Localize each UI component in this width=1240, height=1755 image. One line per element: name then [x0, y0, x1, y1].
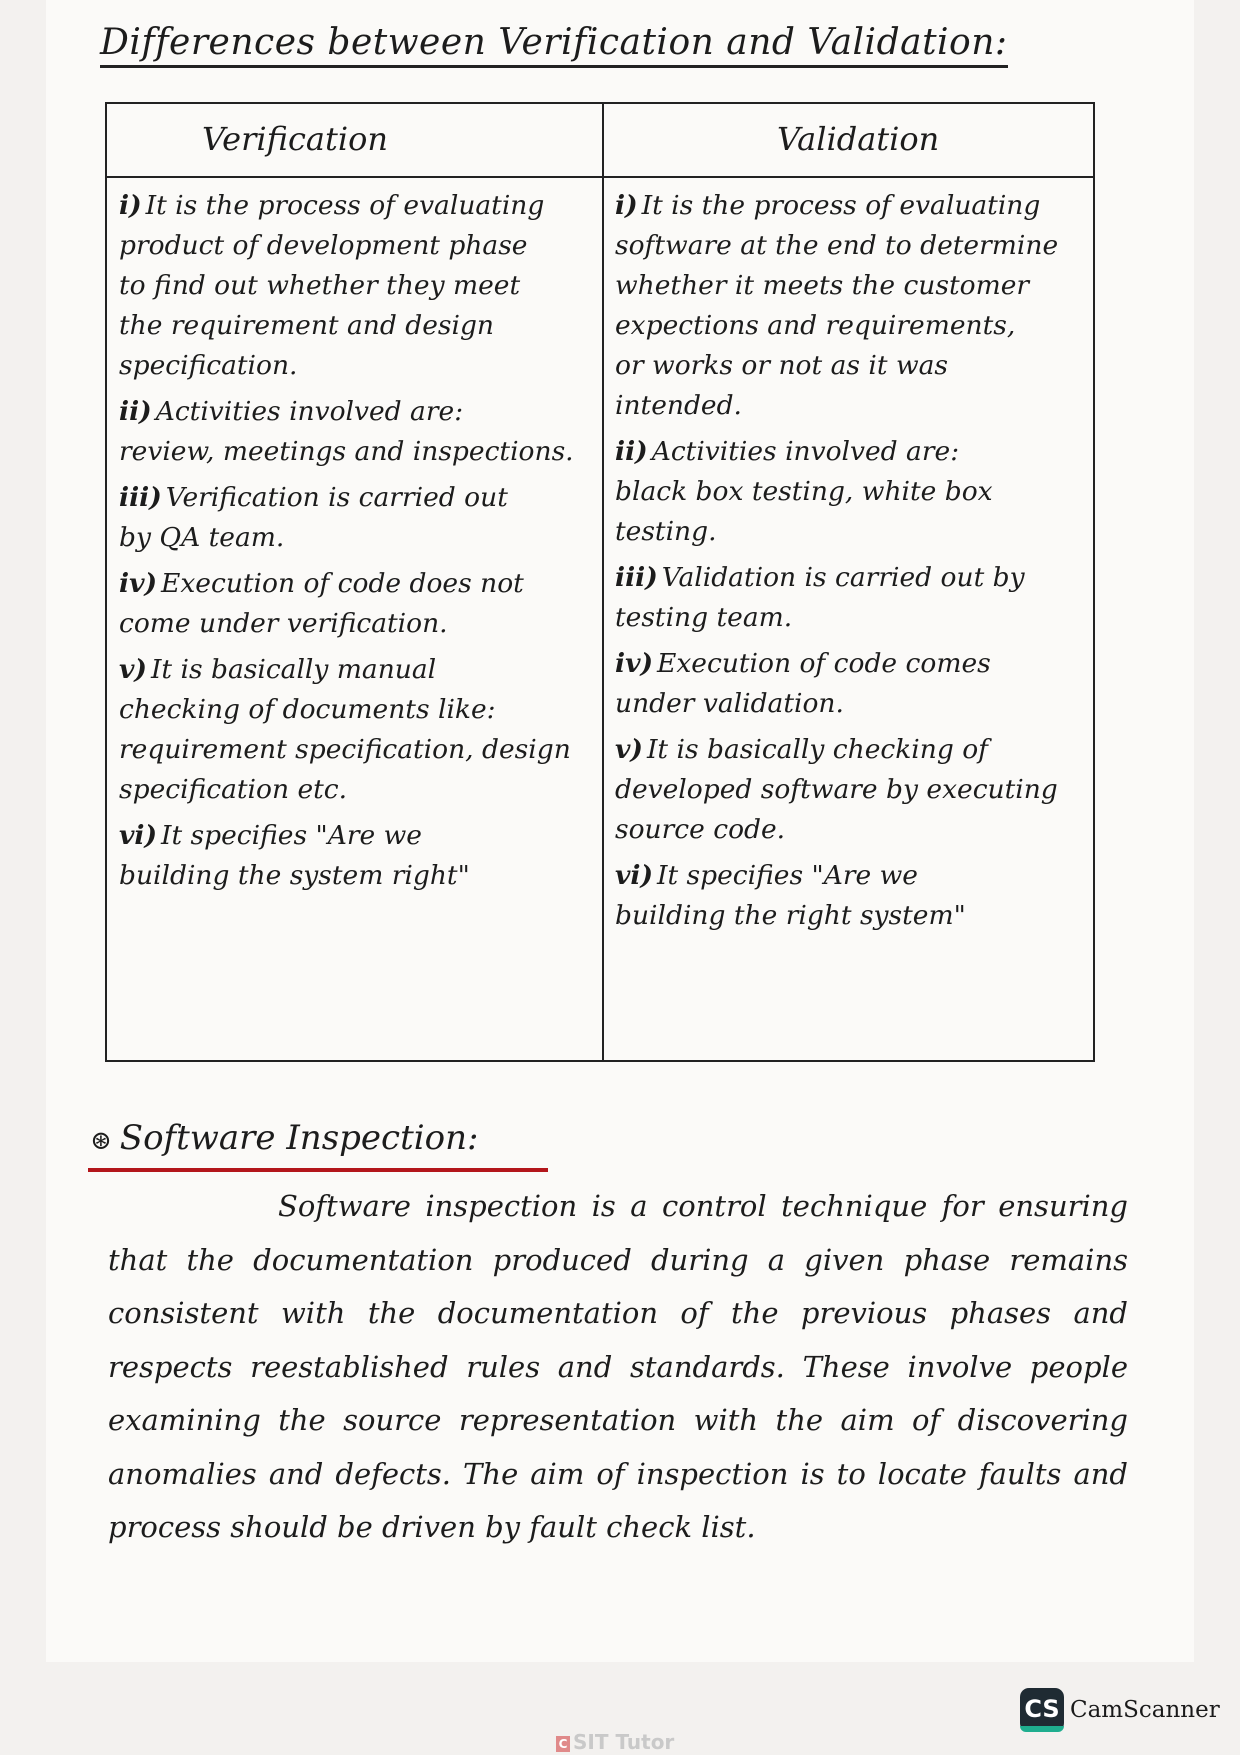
page-title: Differences between Verification and Validation:: [100, 22, 1008, 68]
verification-point: i) It is the process of evaluating product of development phase to find out whether they meet the requirement and design specification.: [119, 190, 545, 381]
header-divider: [107, 176, 1093, 178]
verification-point: iii) Verification is carried out by QA team.: [119, 482, 508, 553]
comparison-table: [105, 102, 1095, 1062]
verification-point: v) It is basically manual checking of documents like: requirement specification, design specification etc.: [119, 654, 571, 805]
column-divider: [602, 104, 604, 1060]
header-validation: Validation: [777, 120, 940, 158]
validation-point: iii) Validation is carried out by testing team.: [615, 562, 1025, 633]
validation-point: vi) It specifies "Are we building the right system": [615, 860, 966, 931]
validation-point: i) It is the process of evaluating software at the end to determine whether it meets the customer expections and requirements, or works or not as it was intended.: [615, 190, 1059, 421]
section-heading: ⊛ Software Inspection:: [90, 1118, 479, 1158]
camscanner-logo-icon: CS: [1020, 1688, 1064, 1732]
asterisk-bullet-icon: ⊛: [90, 1126, 112, 1156]
verification-point: iv) Execution of code does not come under verification.: [119, 568, 524, 639]
validation-point: iv) Execution of code comes under validation.: [615, 648, 991, 719]
watermark: C SIT Tutor: [556, 1730, 674, 1754]
header-verification: Verification: [202, 120, 388, 158]
validation-column: [615, 186, 1085, 942]
validation-point: ii) Activities involved are: black box testing, white box testing.: [615, 436, 993, 547]
validation-point: v) It is basically checking of developed software by executing source code.: [615, 734, 1058, 845]
verification-point: vi) It specifies "Are we building the system right": [119, 820, 470, 891]
red-underline: [88, 1168, 548, 1172]
sit-logo-icon: C: [556, 1736, 570, 1752]
inspection-paragraph: Software inspection is a control technique for ensuring that the documentation produced during a given phase remains consistent with the documentation of the previous phases and respects reestablished rules and standards. These involve people examining the source representation with the aim of discovering anomalies and defects. The aim of inspection is to locate faults and process should be driven by fault check list.: [108, 1189, 1128, 1544]
verification-point: ii) Activities involved are: review, meetings and inspections.: [119, 396, 574, 467]
verification-column: [119, 186, 589, 902]
camscanner-badge: CS CamScanner: [1020, 1688, 1220, 1732]
